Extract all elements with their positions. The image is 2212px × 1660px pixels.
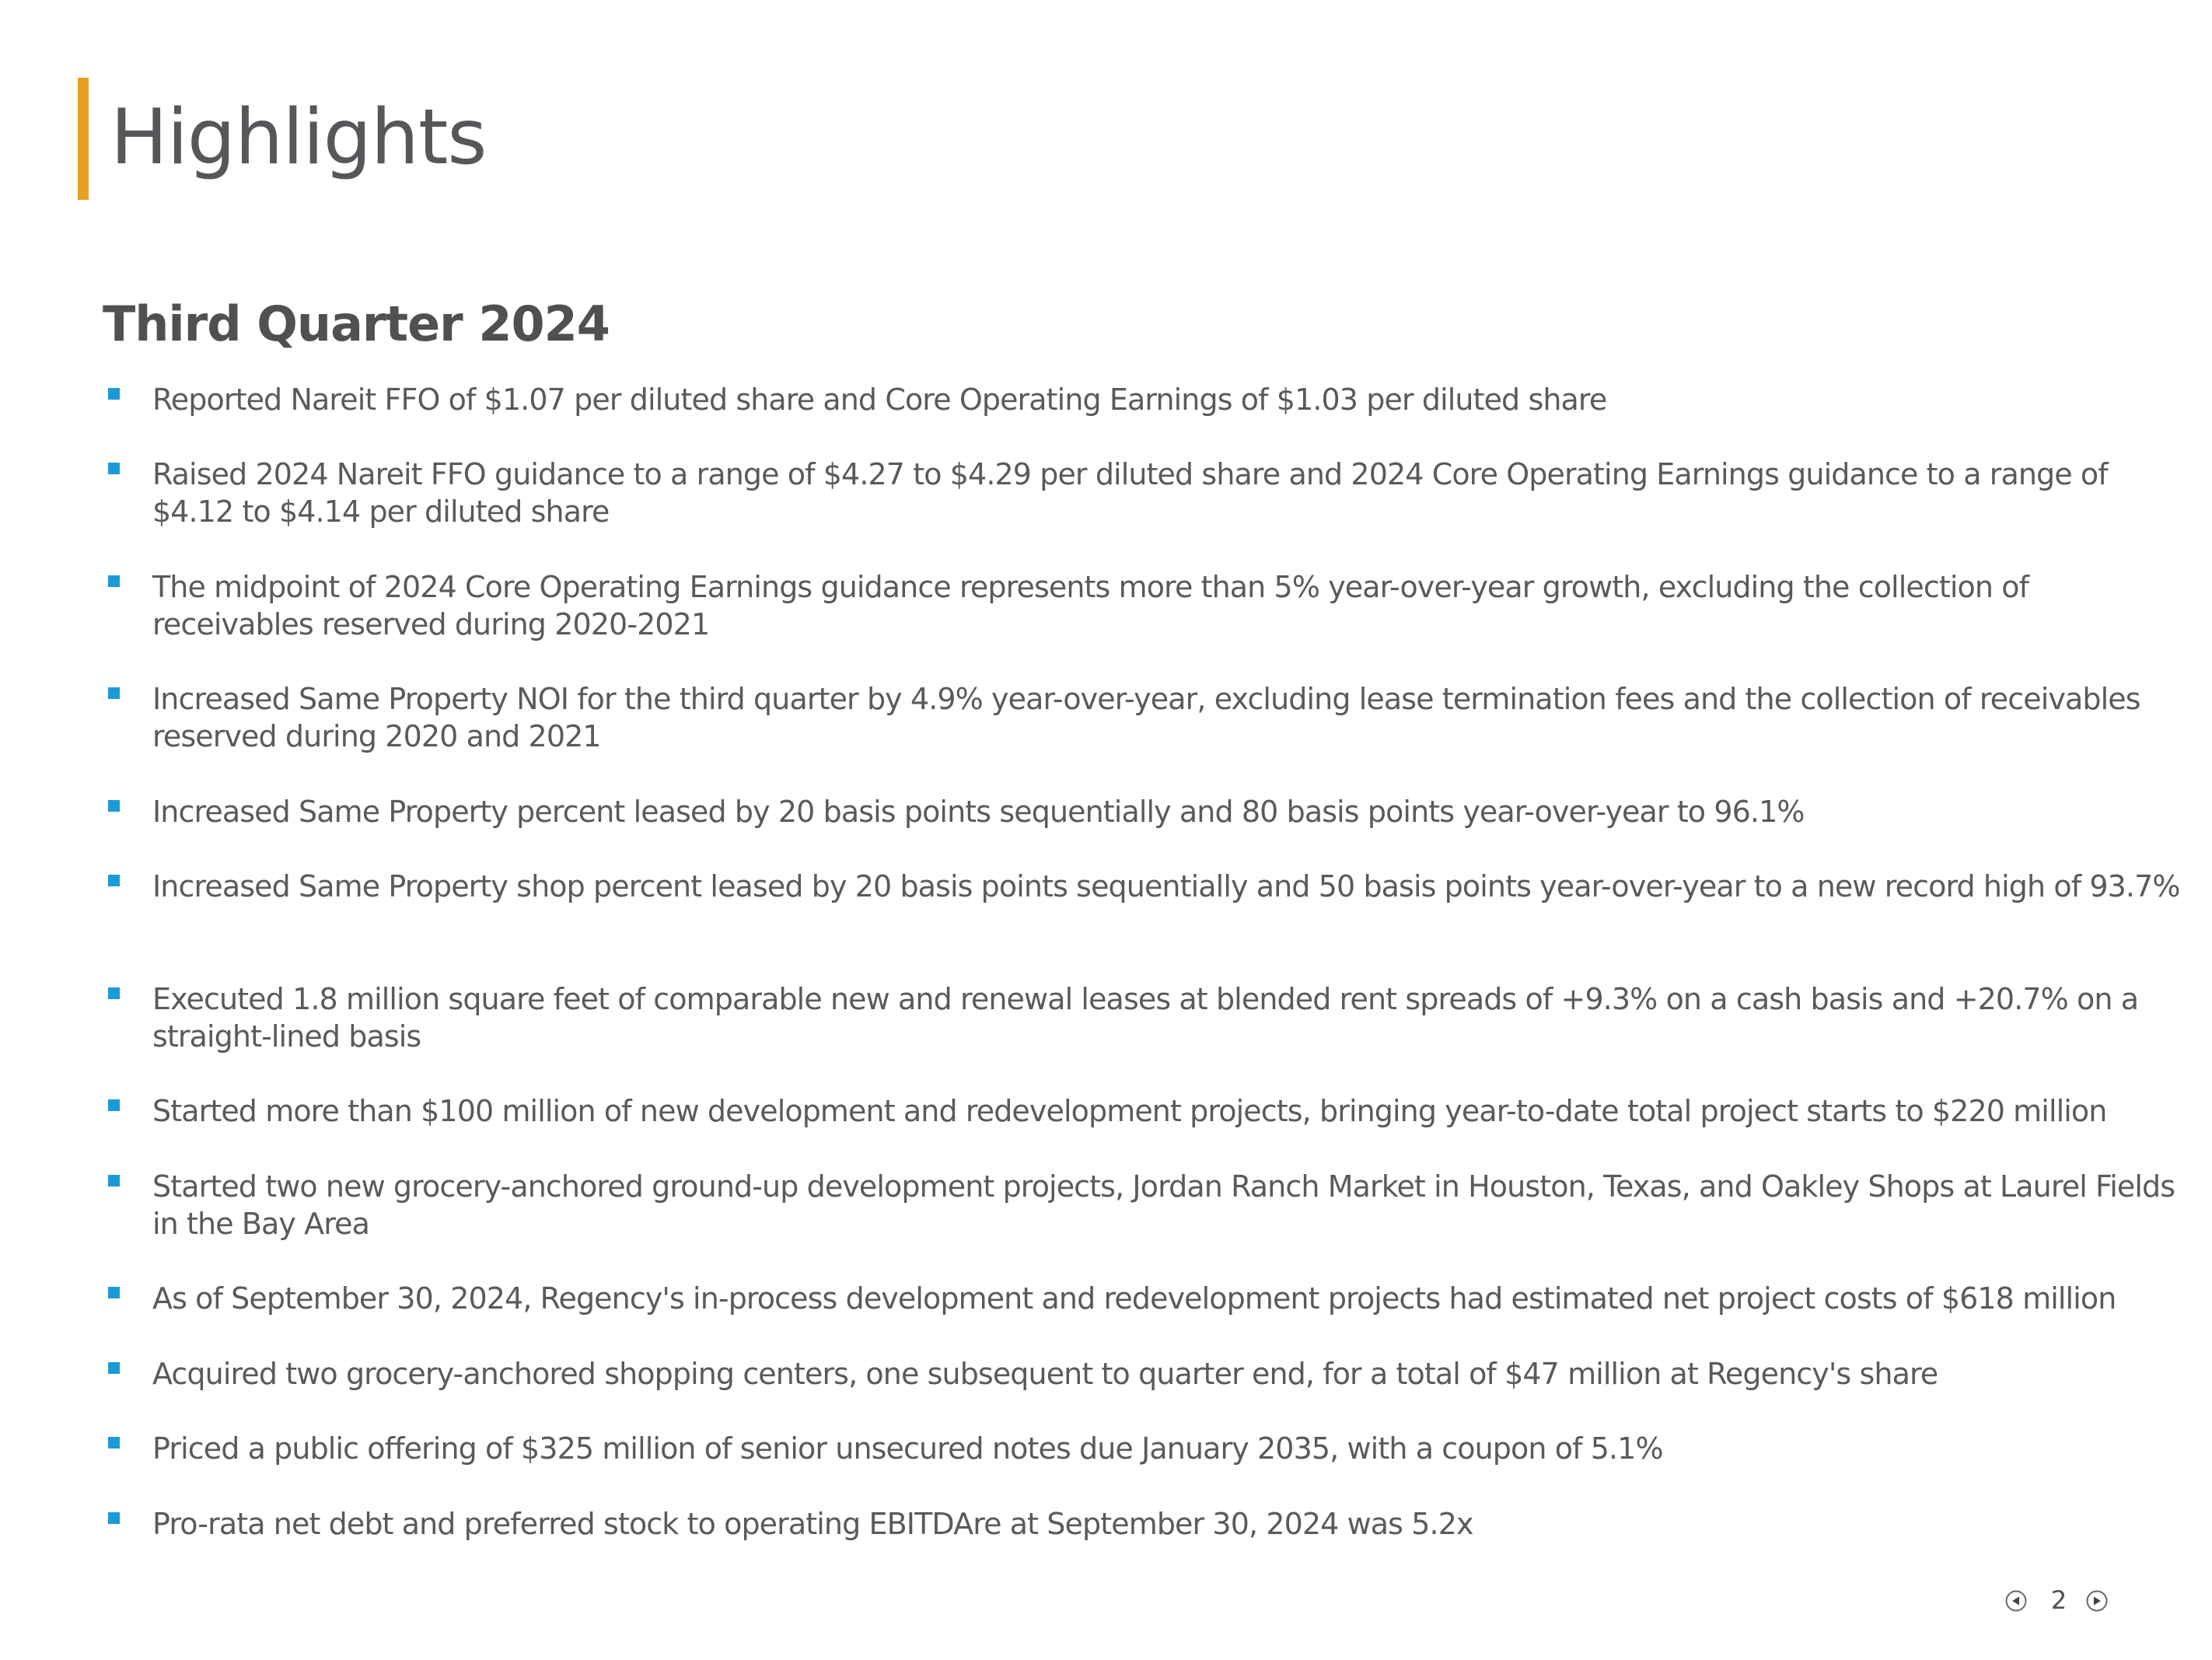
square-bullet-icon: [108, 687, 120, 699]
page-title: Highlights: [110, 93, 487, 182]
section-heading: Third Quarter 2024: [103, 295, 610, 352]
bullet-text: Executed 1.8 million square feet of comparable new and renewal leases at blended rent spreads of +9.3% on a cash basis and +20.7% on a straight-lined basis: [152, 982, 2139, 1054]
square-bullet-icon: [108, 1175, 120, 1186]
page-number: 2: [2050, 1585, 2067, 1615]
square-bullet-icon: [108, 575, 120, 587]
square-bullet-icon: [108, 1362, 120, 1374]
bullet-text: Increased Same Property percent leased by 20 basis points sequentially and 80 basis points year-over-year to 96.1%: [152, 795, 1805, 829]
next-slide-button[interactable]: [2085, 1589, 2109, 1613]
bullet-text: Increased Same Property shop percent leased by 20 basis points sequentially and 50 basis points year-over-year to a new record high of 93.7%: [152, 869, 2180, 903]
square-bullet-icon: [108, 875, 120, 886]
bullet-text: Reported Nareit FFO of $1.07 per diluted share and Core Operating Earnings of $1.03 per diluted share: [152, 383, 1607, 417]
bullet-text: The midpoint of 2024 Core Operating Earnings guidance represents more than 5% year-over-year growth, excluding the collection of receivables reserved during 2020-2021: [152, 570, 2029, 641]
bullet-text: Raised 2024 Nareit FFO guidance to a range of $4.27 to $4.29 per diluted share and 2024 Core Operating Earnings guidance to a range of $4.12 to $4.14 per diluted share: [152, 457, 2108, 529]
square-bullet-icon: [108, 1287, 120, 1298]
square-bullet-icon: [108, 1512, 120, 1524]
bullet-text: Priced a public offering of $325 million of senior unsecured notes due January 2035, with a coupon of 5.1%: [152, 1431, 1663, 1466]
bullet-text: As of September 30, 2024, Regency's in-process development and redevelopment projects had estimated net project costs of $618 million: [152, 1281, 2116, 1316]
previous-slide-button[interactable]: [2004, 1589, 2028, 1613]
square-bullet-icon: [108, 1099, 120, 1111]
square-bullet-icon: [108, 987, 120, 999]
bullet-text: Acquired two grocery-anchored shopping centers, one subsequent to quarter end, for a total of $47 million at Regency's share: [152, 1357, 1938, 1391]
bullet-text: Increased Same Property NOI for the third quarter by 4.9% year-over-year, excluding lease termination fees and the collection of receivables reserved during 2020 and 2021: [152, 682, 2140, 753]
bullet-text: Started more than $100 million of new development and redevelopment projects, bringing year-to-date total project starts to $220 million: [152, 1094, 2107, 1128]
square-bullet-icon: [108, 388, 120, 400]
bullet-text: Started two new grocery-anchored ground-up development projects, Jordan Ranch Market in Houston, Texas, and Oakley Shops at Laurel Fields in the Bay Area: [152, 1169, 2175, 1241]
square-bullet-icon: [108, 800, 120, 812]
square-bullet-icon: [108, 1437, 120, 1449]
bullet-text: Pro-rata net debt and preferred stock to operating EBITDAre at September 30, 2024 was 5.2x: [152, 1507, 1473, 1541]
slide-pager: [2004, 1583, 2121, 1614]
square-bullet-icon: [108, 463, 120, 474]
